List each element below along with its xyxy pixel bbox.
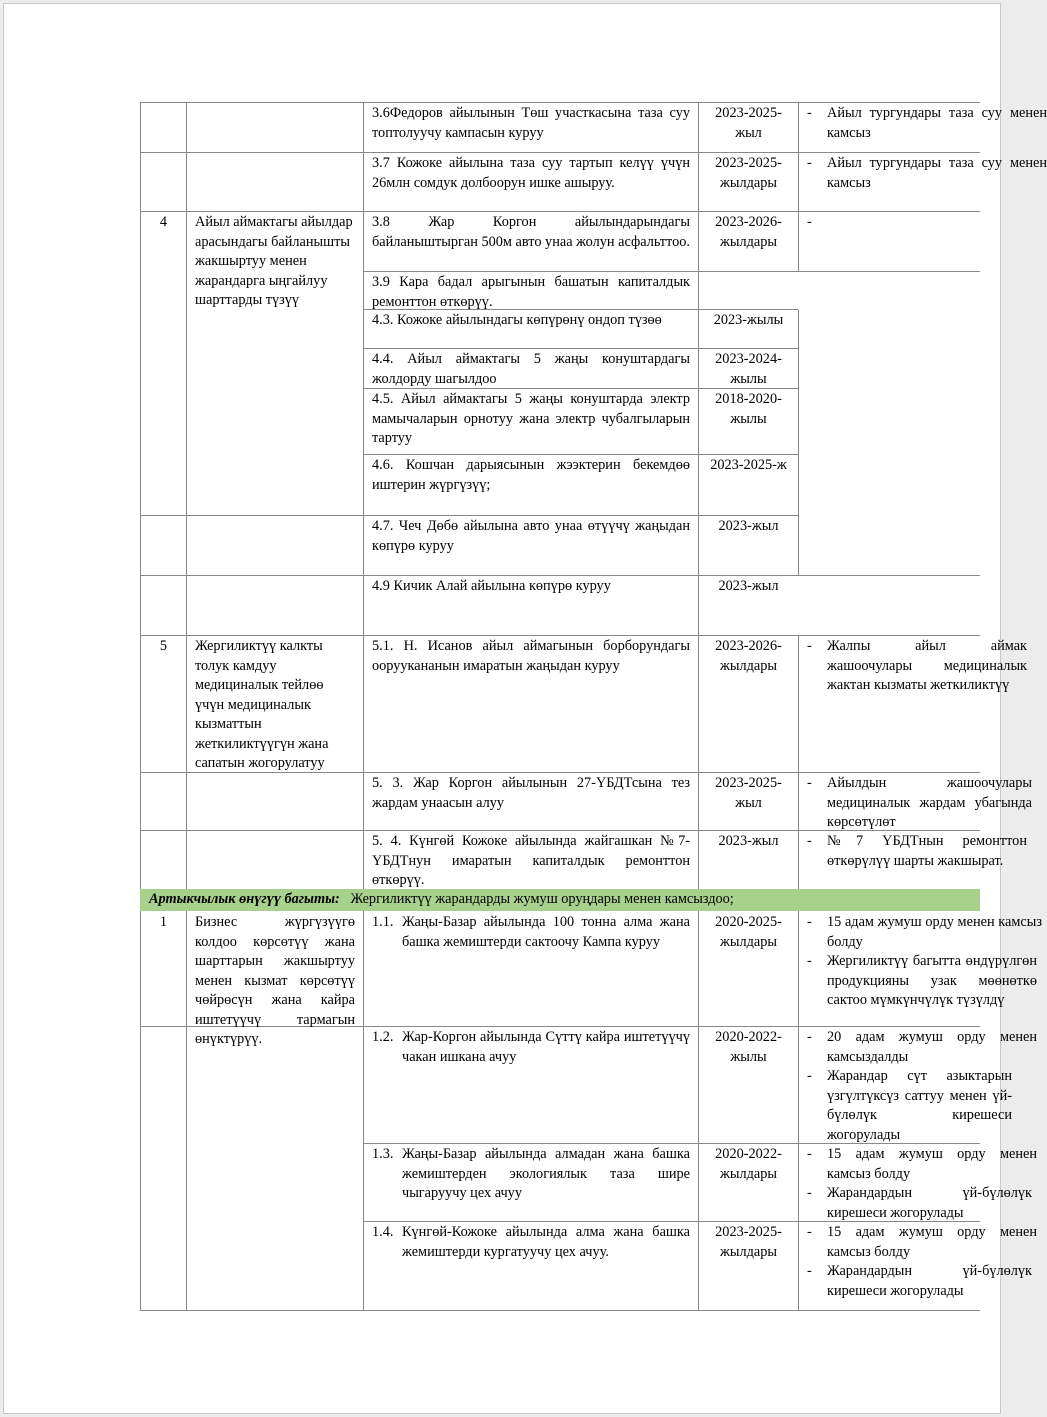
direction-cell: Бизнес жүргүзүүгө колдоо көрсөтүү жана шарттарын жакшыртуу менен кызмат көрсөтүү чөйрөсүн жана кайра иштетүүчү тармагын өнүктүрүү. xyxy=(195,914,355,1047)
row-number: 4 xyxy=(159,214,168,230)
measure-cell: 4.7. Чеч Дөбө айылына авто унаа өтүүчү жаңыдан көпүрө куруу xyxy=(372,518,690,554)
period-cell: 2023-2026-жылдары xyxy=(715,214,782,250)
direction-cell: Жергиликтүү калкты толук камдуу медициналык тейлөө үчүн медициналык кызматтын жеткиликтүүгүн жана сапатын жогорулатуу xyxy=(195,638,329,771)
measure-cell: 3.6Федоров айылынын Төш участкасына таза суу топтолуучу кампасын куруу xyxy=(372,105,690,141)
result-cell: - Айыл тургундары таза суу менен камсыз xyxy=(807,155,1047,191)
period-cell: 2023-2025-ж xyxy=(710,457,787,473)
result-cell: - Айыл тургундары таза суу менен камсыз xyxy=(807,105,1047,141)
result-cell: - №7 ҮБДТнын ремонттон өткөрүлүү шарты жакшырат. xyxy=(807,833,1027,869)
result-cell: - Жалпы айыл аймак жашоочулары медициналык жактан кызматы жеткиликтүү xyxy=(807,638,1027,693)
measure-cell: 3.7 Кожоке айылына таза суу тартып келүү үчүн 26млн сомдук долбоорун ишке ашыруу. xyxy=(372,155,690,191)
period-cell: 2023-2025-жыл xyxy=(715,105,782,141)
period-cell: 2023-жыл xyxy=(718,518,779,534)
period-cell: 2023-2025-жыл xyxy=(715,775,782,811)
period-cell: 2023-жылы xyxy=(713,312,784,328)
measure-cell: 4.4. Айыл аймактагы 5 жаңы конуштардагы жолдорду шагылдоо xyxy=(372,351,690,387)
measure-cell: 1.3. Жаңы-Базар айылында алмадан жана башка жемиштерден экологиялык таза шире чыгаруучу цех ачуу xyxy=(372,1146,690,1201)
row-number: 5 xyxy=(159,638,168,654)
period-cell: 2023-2024-жылы xyxy=(715,351,782,387)
period-cell: 2023-2025-жылдары xyxy=(715,155,782,191)
period-cell: 2020-2022-жылы xyxy=(715,1029,782,1065)
measure-cell: 1.2. Жар-Коргон айылында Сүттү кайра иштетүүчү чакан ишкана ачуу xyxy=(372,1029,690,1065)
direction-cell: Айыл аймактагы айылдар арасындагы байланышты жакшыртуу менен жарандарга ыңгайлуу шарттарды түзүү xyxy=(195,214,353,308)
period-cell: 2018-2020-жылы xyxy=(715,391,782,427)
measure-cell: 4.3. Кожоке айылындагы көпүрөнү ондоп түзөө xyxy=(372,312,662,328)
period-cell: 2020-2025-жылдары xyxy=(715,914,782,950)
result-cell: - 20 адам жумуш орду менен камсыздалды - Жарандар сүт азыктарын үзгүлтүксүз саттуу менен үй-бүлөлүк кирешеси жогорулады xyxy=(807,1029,1037,1143)
result-cell: - 15 адам жумуш орду менен камсыз болду - Жергиликтүү багытта өндүрүлгөн продукцияны узак мөөнөткө сактоо мүмкүнчүлүк түзүлдү xyxy=(807,914,1042,1008)
period-cell: 2023-жыл xyxy=(718,578,779,594)
measure-cell: 5. 3. Жар Коргон айылынын 27-ҮБДТсына тез жардам унаасын алуу xyxy=(372,775,690,811)
period-cell: 2023-2025-жылдары xyxy=(715,1224,782,1260)
priority-text: Жергиликтүү жарандарды жумуш оруңдары менен камсыздоо; xyxy=(350,891,734,907)
measure-cell: 1.4. Күнгөй-Кожоке айылында алма жана башка жемиштерди кургатуучу цех ачуу. xyxy=(372,1224,690,1260)
result-cell: - 15 адам жумуш орду менен камсыз болду - Жарандардын үй-бүлөлүк кирешеси жогорулады xyxy=(807,1146,1037,1221)
result-cell: - xyxy=(807,214,812,230)
measure-cell: 4.9 Кичик Алай айылына көпүрө куруу xyxy=(372,578,611,594)
measure-cell: 5.1. Н. Исанов айыл аймагынын борборундагы ооруукананын имаратын жаңыдан куруу xyxy=(372,638,690,674)
result-cell: - 15 адам жумуш орду менен камсыз болду - Жарандардын үй-бүлөлүк кирешеси жогорулады xyxy=(807,1224,1037,1299)
priority-band xyxy=(140,889,980,911)
measure-cell: 3.9 Кара бадал арыгынын башатын капиталдык ремонттон өткөрүү. xyxy=(372,274,690,310)
period-cell: 2023-2026-жылдары xyxy=(715,638,782,674)
measure-cell: 4.5. Айыл аймактагы 5 жаңы конуштарда электр мамычаларын орнотуу жана электр чубалгыларын тартуу xyxy=(372,391,690,446)
period-cell: 2020-2022-жылдары xyxy=(715,1146,782,1182)
document-page xyxy=(3,3,1047,1414)
result-cell: - Айылдын жашоочулары медициналык жардам убагында көрсөтүлөт xyxy=(807,775,1032,830)
priority-label: Артыкчылык өнүгүү багыты: xyxy=(149,891,340,907)
measure-cell: 4.6. Кошчан дарыясынын жээктерин бекемдөө иштерин жүргүзүү; xyxy=(372,457,690,493)
row-number: 1 xyxy=(159,914,168,930)
measure-cell: 5. 4. Күнгөй Кожоке айылында жайгашкан №7- ҮБДТнун имаратын капиталдык ремонттон өткөрүү. xyxy=(372,833,690,888)
measure-cell: 1.1. Жаңы-Базар айылында 100 тонна алма жана башка жемиштерди сактоочу Кампа куруу xyxy=(372,914,690,950)
period-cell: 2023-жыл xyxy=(718,833,779,849)
measure-cell: 3.8 Жар Коргон айылындарындагы байланыштырган 500м авто унаа жолун асфальттоо. xyxy=(372,214,690,250)
